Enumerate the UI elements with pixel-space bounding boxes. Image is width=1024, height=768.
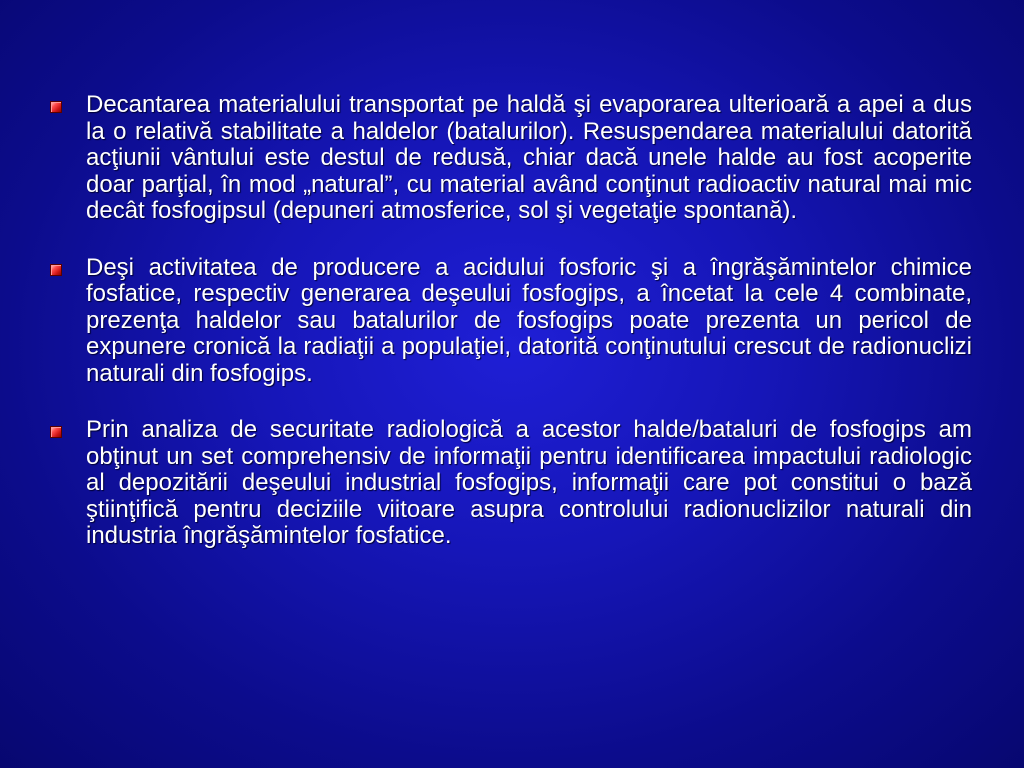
bullet-item [50,92,972,225]
red-square-bullet-icon [50,101,62,113]
red-square-bullet-icon [50,264,62,276]
red-square-bullet-icon [50,426,62,438]
bullet-text: Prin analiza de securitate radiologică a acestor halde/bataluri de fosfogips am obţinut un set comprehensiv de informaţii pentru identificarea impactului radiologic al depozitării deşeului industrial fosfogips, informaţii care pot constitui o bază ştiinţifică pentru deciziile viitoare asupra controlului radionuclizilor naturali din industria îngrăşămintelor fosfatice. [86,416,972,549]
bullet-item [50,417,972,550]
bullet-list [50,92,972,580]
bullet-text: Decantarea materialului transportat pe haldă şi evaporarea ulterioară a apei a dus la o relativă stabilitate a haldelor (batalurilor). Resuspendarea materialului datorită acţiunii vântului este destul de redusă, chiar dacă unele halde au fost acoperite doar parţial, în mod „natural”, cu material având conţinut radioactiv natural mai mic decât fosfogipsul (depuneri atmosferice, sol şi vegetaţie spontană). [86,91,972,224]
bullet-text: Deşi activitatea de producere a acidului fosforic şi a îngrăşămintelor chimice fosfatice, respectiv generarea deşeului fosfogips, a încetat la cele 4 combinate, prezenţa haldelor sau batalurilor de fosfogips poate prezenta un pericol de expunere cronică la radiaţii a populaţiei, datorită conţinutului crescut de radionuclizi naturali din fosfogips. [86,253,972,387]
bullet-item [50,255,972,388]
